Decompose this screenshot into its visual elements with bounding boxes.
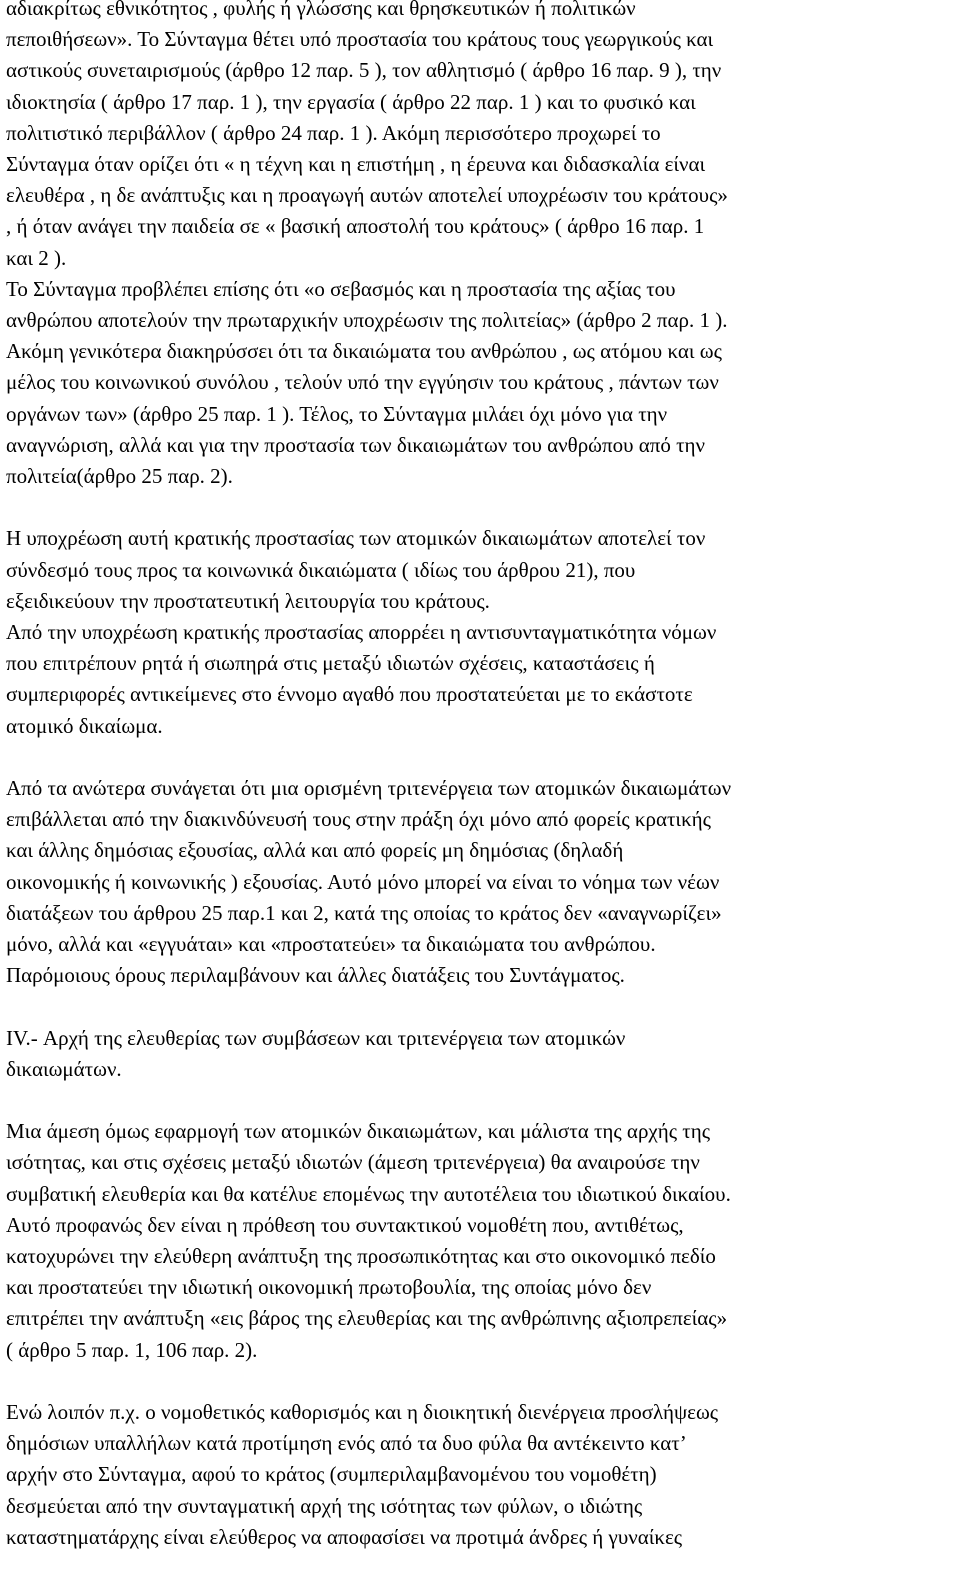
paragraph-state-obligation: Η υποχρέωση αυτή κρατικής προστασίας των ατομικών δικαιωμάτων αποτελεί τον σύνδεσμό τους προς τα κοινωνικά δικαιώματα ( ιδίως του άρθρου 21), που εξειδικεύουν την προστατευτική λειτουργία του κράτους. (6, 526, 706, 613)
paragraph-rights-protection: αδιακρίτως εθνικότητος , φυλής ή γλώσσης και θρησκευτικών ή πολιτικών πεποιθήσεων». Το Σύνταγμα θέτει υπό προστασία του κράτους τους γεωργικούς και αστικούς συνεταιρισμούς (άρθρο 12 παρ. 5 ), τον αθλητισμό ( άρθρο 16 παρ. 9 ), την ιδιοκτησία ( άρθρο 17 παρ. 1 ), την εργασία ( άρθρο 22 παρ. 1 ) και το φυσικό και πολιτιστικό περιβάλλον ( άρθρο 24 παρ. 1 ). Ακόμη περισσότερο προχωρεί το Σύνταγμα όταν ορίζει ότι « η τέχνη και η επιστήμη , η έρευνα και διδασκαλία είναι ελευθέρα , η δε ανάπτυξις και η προαγωγή αυτών αποτελεί υποχρέωσιν του κράτους» , ή όταν ανάγει την παιδεία σε « βασική αποστολή του κράτους» ( άρθρο 16 παρ. 1 και 2 ). (6, 0, 728, 270)
paragraph-unconstitutionality: Από την υποχρέωση κρατικής προστασίας απορρέει η αντισυνταγματικότητα νόμων που επιτρέπουν ρητά ή σιωπηρά στις μεταξύ ιδιωτών σχέσεις, καταστάσεις ή συμπεριφορές αντικείμενες στο έννομο αγαθό που προστατεύεται με το εκάστοτε ατομικό δικαίωμα. (6, 620, 717, 738)
paragraph-human-dignity: Το Σύνταγμα προβλέπει επίσης ότι «ο σεβασμός και η προστασία της αξίας του ανθρώπου αποτελούν την πρωταρχικήν υποχρέωσιν της πολιτείας» (άρθρο 2 παρ. 1 ). Ακόμη γενικότερα διακηρύσσει ότι τα δικαιώματα του ανθρώπου , ως ατόμου και ως μέλος του κοινωνικού συνόλου , τελούν υπό την εγγύησιν του κράτους , πάντων των οργάνων των» (άρθρο 25 παρ. 1 ). Τέλος, το Σύνταγμα μιλάει όχι μόνο για την αναγνώριση, αλλά και για την προστασία των δικαιωμάτων του ανθρώπου από την πολιτεία(άρθρο 25 παρ. 2). (6, 276, 728, 489)
paragraph-contract-freedom: Μια άμεση όμως εφαρμογή των ατομικών δικαιωμάτων, και μάλιστα της αρχής της ισότητας, και στις σχέσεις μεταξύ ιδιωτών (άμεση τριτενέργεια) θα αναιρούσε την συμβατική ελευθερία και θα κατέλυε επομένως την αυτοτέλεια του ιδιωτικού δικαίου. Αυτό προφανώς δεν είναι η πρόθεση του συντακτικού νομοθέτη που, αντιθέτως, κατοχυρώνει την ελεύθερη ανάπτυξη της προσωπικότητας και στο οικονομικό πεδίο και προστατεύει την ιδιωτική οικονομική πρωτοβουλία, της οποίας μόνο δεν επιτρέπει την ανάπτυξη «εις βάρος της ελευθερίας και της ανθρώπινης αξιοπρεπείας» ( άρθρο 5 παρ. 1, 106 παρ. 2). (6, 1119, 731, 1362)
paragraph-spacer (6, 991, 936, 1022)
paragraph-spacer (6, 1085, 936, 1116)
document-page (6, 0, 936, 1553)
section-heading-iv: IV.- Αρχή της ελευθερίας των συμβάσεων και τριτενέργεια των ατομικών δικαιωμάτων. (6, 1025, 626, 1081)
paragraph-spacer (6, 492, 936, 523)
paragraph-spacer (6, 1366, 936, 1397)
paragraph-spacer (6, 742, 936, 773)
paragraph-example-hiring: Ενώ λοιπόν π.χ. ο νομοθετικός καθορισμός και η διοικητική διενέργεια προσλήψεως δημόσιων υπαλλήλων κατά προτίμηση ενός από τα δυο φύλα θα αντέκειντο κατ’ αρχήν στο Σύνταγμα, αφού το κράτος (συμπεριλαμβανομένου του νομοθέτη) δεσμεύεται από την συνταγματική αρχή της ισότητας των φύλων, ο ιδιώτης καταστηματάρχης είναι ελεύθερος να αποφασίσει να προτιμά άνδρες ή γυναίκες (6, 1400, 719, 1549)
paragraph-third-party-effect: Από τα ανώτερα συνάγεται ότι μια ορισμένη τριτενέργεια των ατομικών δικαιωμάτων επιβάλλεται από την διακινδύνευσή τους στην πράξη όχι μόνο από φορείς κρατικής και άλλης δημόσιας εξουσίας, αλλά και από φορείς μη δημόσιας (δηλαδή οικονομικής ή κοινωνικής ) εξουσίας. Αυτό μόνο μπορεί να είναι το νόημα των νέων διατάξεων του άρθρου 25 παρ.1 και 2, κατά της οποίας το κράτος δεν «αναγνωρίζει» μόνο, αλλά και «εγγυάται» και «προστατεύει» τα δικαιώματα του ανθρώπου. Παρόμοιους όρους περιλαμβάνουν και άλλες διατάξεις του Συντάγματος. (6, 776, 732, 988)
